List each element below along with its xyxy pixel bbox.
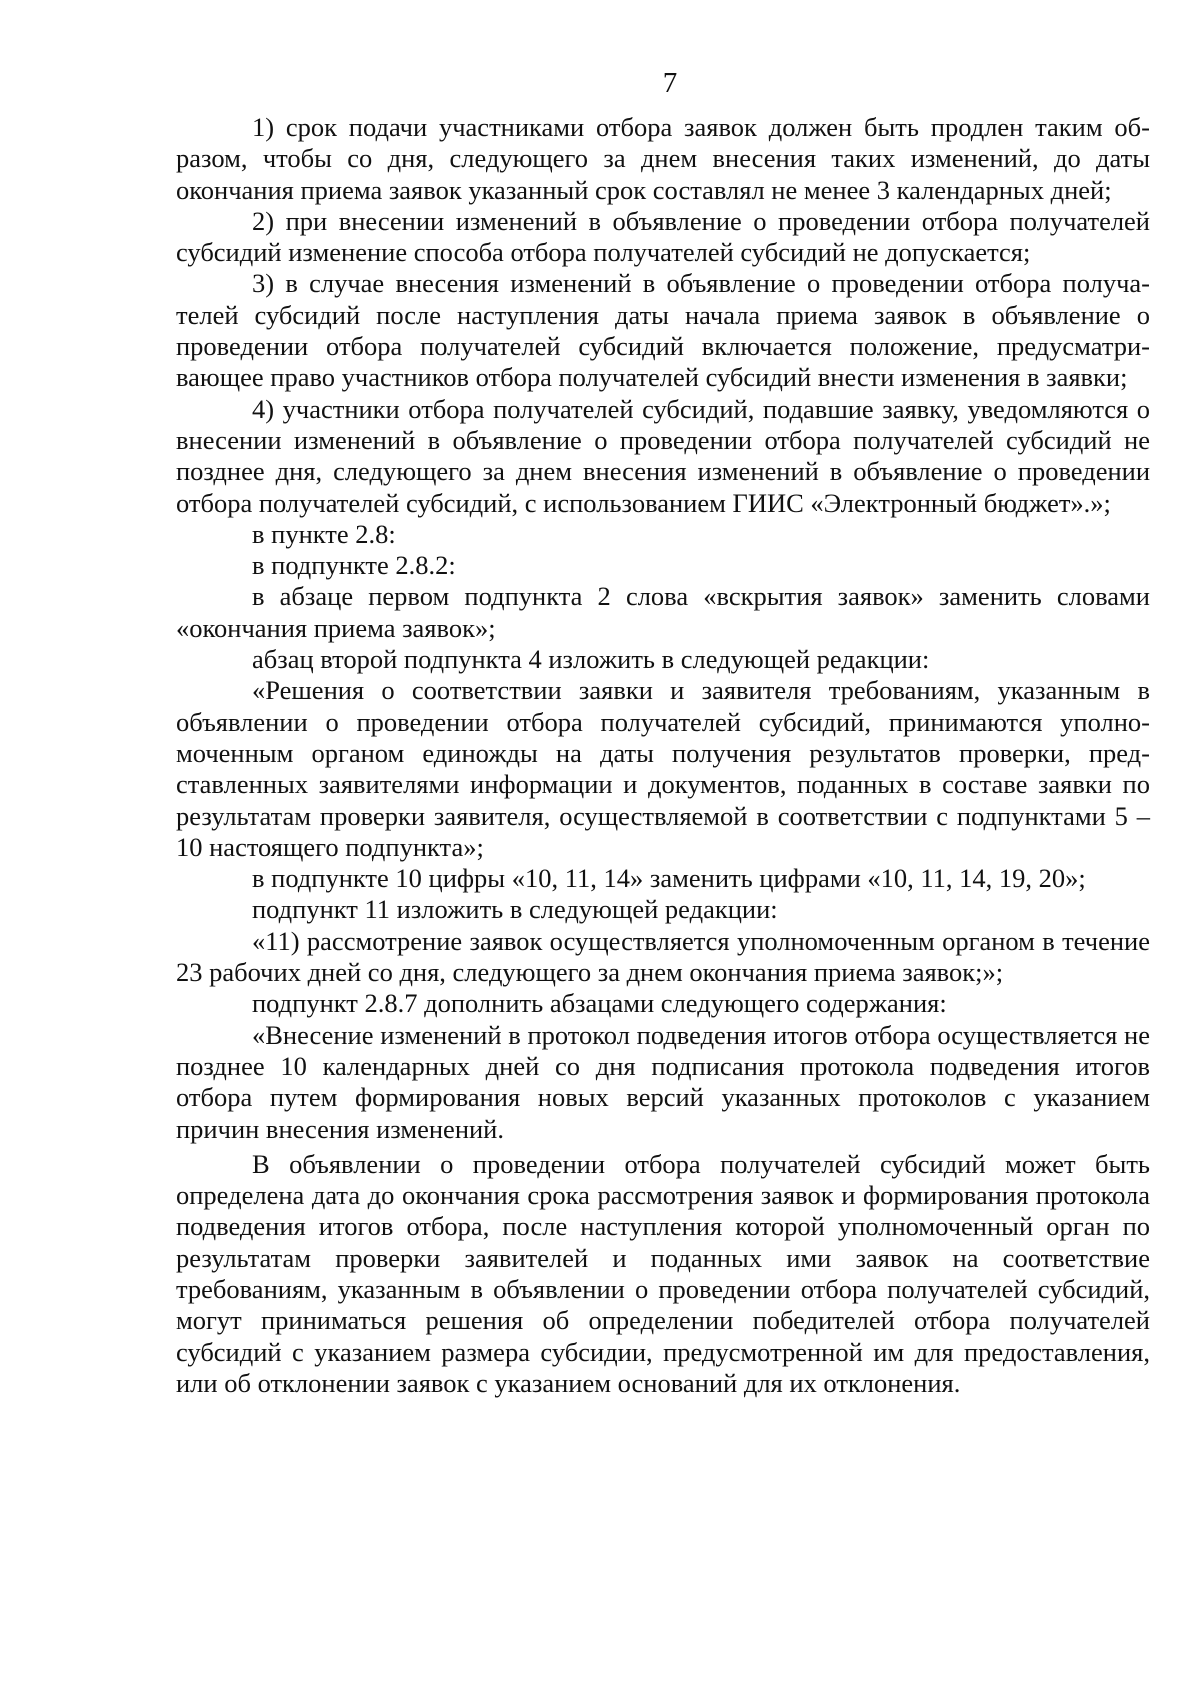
paragraph: В объявлении о проведении отбора получателей субсидий может быть определена дата до окончания срока рассмотрения заявок и формирования протокола подведения итогов отбора, после наступления которой уполномоченный орган по результатам проверки заявителей и поданных ими заявок на соответствие требованиям, указанным в объявлении о проведении отбора получателей субсидий, могут приниматься решения об определении победителей отбора получателей субсидий с указанием размера субсидии, предусмотренной им для предоставления, или об отклонении заявок с указанием оснований для их отклонения. [176, 1148, 1150, 1398]
document-body [176, 112, 1150, 1399]
paragraph: 3) в случае внесения изменений в объявление о проведении отбора получателей субсидий после наступления даты начала приема заявок в объявление о проведении отбора получателей субсидий включается положение, предусматривающее право участников отбора получателей субсидий внести изменения в заявки; [176, 268, 1150, 393]
paragraph: 4) участники отбора получателей субсидий, подавшие заявку, уведомляются о внесении изменений в объявление о проведении отбора получателей субсидий не позднее дня, следующего за днем внесения изменений в объявление о проведении отбора получателей субсидий, с использованием ГИИС «Электронный бюджет».»; [176, 393, 1150, 518]
paragraph: 1) срок подачи участниками отбора заявок должен быть продлен таким образом, чтобы со дня, следующего за днем внесения таких изменений, до даты окончания приема заявок указанный срок составлял не менее 3 календарных дней; [176, 112, 1150, 205]
page-number: 7 [662, 67, 678, 99]
paragraph: «Решения о соответствии заявки и заявителя требованиям, указанным в объявлении о проведении отбора получателей субсидий, принимаются уполномоченным органом единожды на даты получения результатов проверки, представленных заявителями информации и документов, поданных в составе заявки по результатам проверки заявителя, осуществляемой в соответствии с подпунктами 5 – 10 настоящего подпункта»; [176, 675, 1150, 862]
paragraph: «11) рассмотрение заявок осуществляется уполномоченным органом в течение 23 рабочих дней со дня, следующего за днем окончания приема заявок;»; [176, 925, 1150, 988]
paragraph: «Внесение изменений в протокол подведения итогов отбора осуществляется не позднее 10 календарных дней со дня подписания протокола подведения итогов отбора путем формирования новых версий указанных протоколов с указанием причин внесения изменений. [176, 1019, 1150, 1144]
paragraph: в подпункте 2.8.2: [252, 550, 456, 581]
paragraph: абзац второй подпункта 4 изложить в следующей редакции: [252, 644, 930, 675]
paragraph: подпункт 2.8.7 дополнить абзацами следующего содержания: [252, 988, 947, 1019]
paragraph: 2) при внесении изменений в объявление о проведении отбора получателей субсидий изменение способа отбора получателей субсидий не допускается; [176, 205, 1150, 268]
paragraph: подпункт 11 изложить в следующей редакции: [252, 894, 778, 925]
paragraph: в абзаце первом подпункта 2 слова «вскрытия заявок» заменить словами «окончания приема заявок»; [176, 581, 1150, 643]
paragraph: в подпункте 10 цифры «10, 11, 14» заменить цифрами «10, 11, 14, 19, 20»; [252, 863, 1086, 894]
paragraph: в пункте 2.8: [252, 518, 396, 549]
